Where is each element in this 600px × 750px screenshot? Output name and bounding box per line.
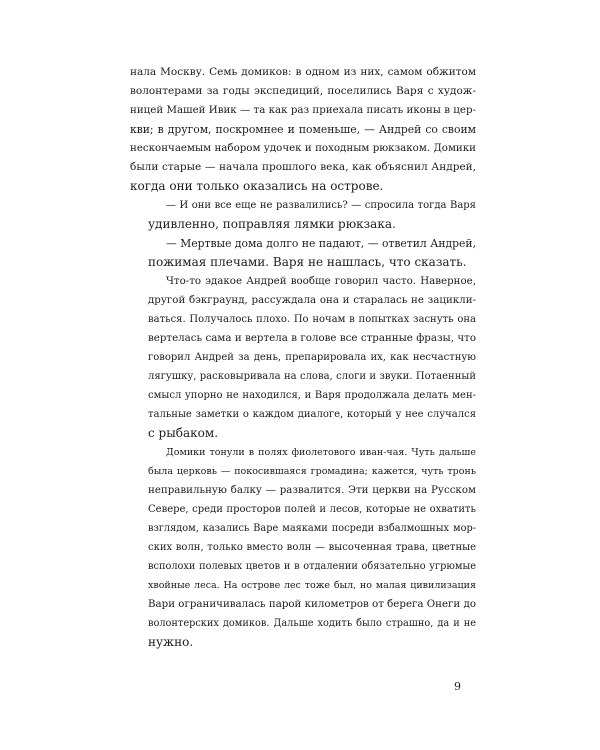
text-line: смысл упорно не находился, и Варя продолжала делать мен- [148, 390, 476, 401]
text-line: другой бэкграунд, рассуждала она и старалась не зацикли- [148, 294, 476, 306]
body-text [130, 63, 476, 652]
text-line: Севере, среди просторов полей и лесов, которые не охватить [148, 504, 476, 515]
text-line: ских волн, только вместо волн — высоченная трава, цветные [148, 542, 476, 553]
text-line: когда они только оказались на острове. [130, 179, 384, 193]
text-line: тальные заметки о каждом диалоге, который у нее случался [148, 409, 476, 420]
text-line: волонтерских домиков. Дальше ходить было страшно, да и не [148, 618, 476, 629]
text-line: Домики тонули в полях фиолетового иван-чая. Чуть дальше [166, 447, 476, 458]
paragraph [130, 272, 476, 443]
paragraph [130, 234, 476, 272]
text-line: ницей Машей Ивик — та как раз приехала писать иконы в цер- [130, 104, 476, 116]
text-line: лягушку, расковыривала на слова, слоги и звуки. Потаенный [148, 371, 476, 382]
text-line: с рыбаком. [148, 426, 219, 440]
text-line: удивленно, поправляя лямки рюкзака. [148, 217, 396, 231]
paragraph [130, 443, 476, 652]
text-line: нескончаемым набором удочек и походным рюкзаком. Домики [130, 142, 476, 154]
text-line: ваться. Получалось плохо. По ночам в попытках заснуть она [148, 314, 476, 325]
text-line: пожимая плечами. Варя не нашлась, что сказать. [148, 255, 467, 269]
text-line: хвойные леса. На острове лес тоже был, но малая цивилизация [148, 580, 476, 591]
text-line: всполохи полевых цветов и в отдалении обязательно угрюмые [148, 561, 476, 572]
text-line: были старые — начала прошлого века, как объяснил Андрей, [130, 161, 476, 173]
text-line: Что-то эдакое Андрей вообще говорил часто. Наверное, [166, 275, 476, 287]
text-line: — И они все еще не развалились? — спросила тогда Варя [166, 200, 476, 211]
text-line: — Мертвые дома долго не падают, — ответил Андрей, [166, 237, 476, 250]
text-line: говорил Андрей за день, препарировала их, как несчастную [148, 352, 476, 363]
text-line: Вари ограничивалась парой километров от берега Онеги до [148, 598, 476, 610]
page-number: 9 [454, 680, 461, 693]
text-line: была церковь — покосившаяся громадина; кажется, чуть тронь [148, 466, 476, 477]
text-line: взглядом, казались Варе маяками посреди взбалмошных мор- [148, 523, 476, 534]
paragraph [130, 63, 476, 196]
text-line: волонтерами за годы экспедиций, поселились Варя с худож- [130, 85, 476, 97]
text-line: вертелась сама и вертела в голове все странные фразы, что [148, 332, 476, 344]
text-line: нала Москву. Семь домиков: в одном из них, самом обжитом [130, 66, 476, 78]
text-line: кви; в другом, поскромнее и поменьше, — Андрей со своим [130, 123, 476, 136]
text-line: нужно. [148, 635, 194, 649]
paragraph [130, 196, 476, 234]
text-line: неправильную балку — развалится. Эти церкви на Русском [148, 484, 476, 496]
